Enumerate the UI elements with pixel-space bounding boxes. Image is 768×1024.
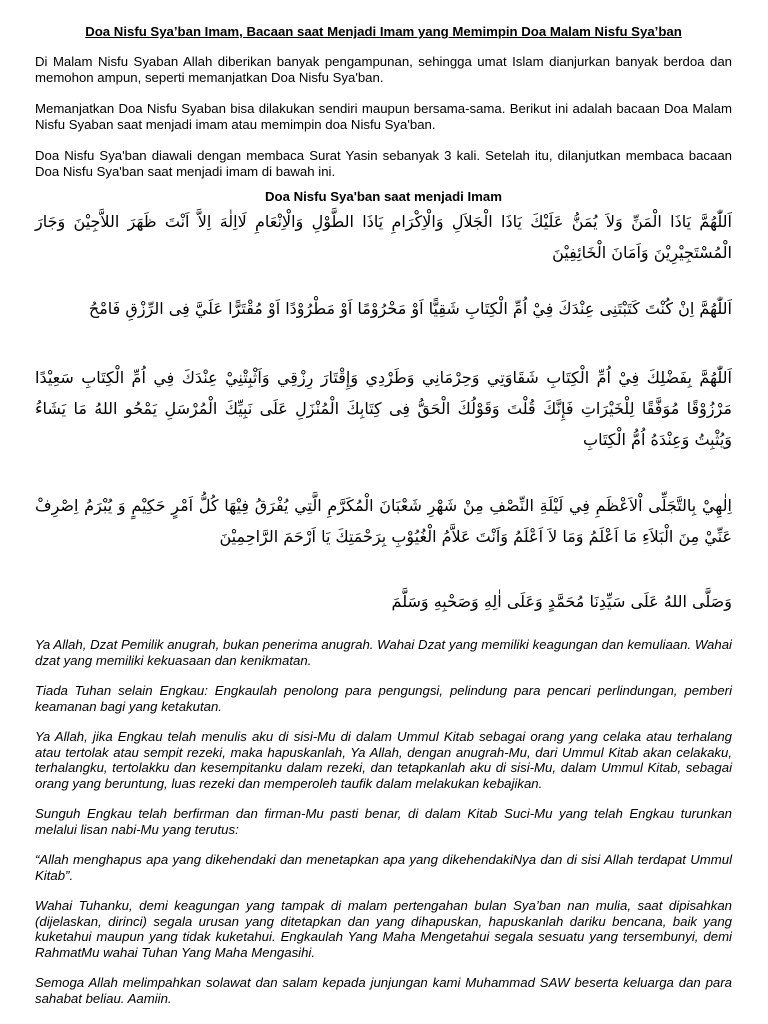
arabic-prayer-5: وَصَلَّى اللهُ عَلَى سَيِّدِنَا مُحَمَّدٍ وَعَلَى اٰلِهِ وَصَحْبِهِ وَسَلَّمَ	[391, 592, 732, 611]
arabic-prayer-4: اِلٰهِيْ بِالتَّجَلِّى اْلاَعْظَمِ فِي لَيْلَةِ النِّصْفِ مِنْ شَهْرِ شَعْبَانَ الْمُكَرَّمِ الَّتِي يُفْرَقُ فِيْهَا كُلُّ اَمْرٍ حَكِيْمٍ وَ يُبْرَمُ اِصْرِفْ عَنِّيْ مِنَ الْبَلاَءِ مَا اَعْلَمُ وَمَا لاَ اَعْلَمُ وَاَنْتَ عَلاَّمُ الْغُيُوْبِ بِرَحْمَتِكَ يَا اَرْحَمَ الرَّاحِمِيْنَ	[35, 496, 732, 546]
document-page	[35, 24, 732, 1021]
translation-paragraph-3: Ya Allah, jika Engkau telah menulis aku di sisi-Mu di dalam Ummul Kitab sebagai orang yang celaka atau terhalang atau tertolak atau sempit rezeki, maka hapuskanlah, Ya Allah, dengan anugrah-Mu, dari Ummul Kitab akan celakaku, terhalangku, tertolakku dan kesempitanku dalam rezeki, dan tetapkanlah aku di sisi-Mu, dalam Ummul Kitab, sebagai orang yang beruntung, luas rezeki dan memperoleh taufik dalam melakukan kebajikan.	[35, 729, 732, 791]
translation-quote: “Allah menghapus apa yang dikehendaki dan menetapkan apa yang dikehendakiNya dan di sisi Allah terdapat Ummul Kitab”.	[35, 852, 732, 883]
intro-paragraph-2: Memanjatkan Doa Nisfu Syaban bisa dilakukan sendiri maupun bersama-sama. Berikut ini adalah bacaan Doa Malam Nisfu Syaban saat menjadi imam atau memimpin doa Nisfu Sya'ban.	[35, 101, 732, 132]
intro-paragraph-1: Di Malam Nisfu Syaban Allah diberikan banyak pengampunan, sehingga umat Islam dianjurkan banyak berdoa dan memohon ampun, seperti memanjatkan Doa Nisfu Sya'ban.	[35, 54, 732, 85]
translation-paragraph-7: Semoga Allah melimpahkan solawat dan salam kepada junjungan kami Muhammad SAW beserta keluarga dan para sahabat beliau. Aamiin.	[35, 975, 732, 1006]
translation-paragraph-2: Tiada Tuhan selain Engkau: Engkaulah penolong para pengungsi, pelindung para pencari perlindungan, pemberi keamanan bagi yang ketakutan.	[35, 683, 732, 714]
translation-paragraph-4: Sunguh Engkau telah berfirman dan firman-Mu pasti benar, di dalam Kitab Suci-Mu yang telah Engkau turunkan melalui lisan nabi-Mu yang terutus:	[35, 806, 732, 837]
translation-paragraph-1: Ya Allah, Dzat Pemilik anugrah, bukan penerima anugrah. Wahai Dzat yang memiliki keagungan dan kemuliaan. Wahai dzat yang memiliki kekuasaan dan kenikmatan.	[35, 637, 732, 668]
arabic-prayer-1: اَللّٰهُمَّ يَاذَا الْمَنِّ وَلاَ يُمَنُّ عَلَيْكَ يَاذَا الْجَلاَلِ وَالْاِكْرَامِ يَاذَا الطَّوْلِ وَالْاِنْعَامِ لَااِلٰهَ اِلاَّ اَنْتَ ظَهَرَ اللاَّجِيْنَ وَجَارَ الْمُسْتَجِيْرِيْنَ وَاَمَانَ الْخَائِفِيْنَ	[35, 212, 732, 262]
arabic-prayer-3: اَللّٰهُمَّ بِفَضْلِكَ فِيْ اُمِّ الْكِتَابِ شَقَاوَتِي وَحِرْمَانِي وَطَرْدِي وَإِقْتَارَ رِزْقِي وَاَثْبِتْنِيْ عِنْدَكَ فِي اُمِّ الْكِتَابِ سَعِيْدًا مَرْزُوْقًا مُوَفَّقًا لِلْخَيْرَاتِ فَإِنَّكَ قُلْتَ وَقَوْلُكَ الْحَقُّ فِى كِتَابِكَ الْمُنْزَلِ عَلَى نَبِيِّكَ الْمُرْسَلِ يَمْحُو اللهُ مَا يَشَاءُ وَيُثْبِتُ وَعِنْدَهُ اُمُّ الْكِتَابِ	[35, 368, 732, 449]
section-heading: Doa Nisfu Sya'ban saat menjadi Imam	[265, 189, 502, 204]
document-title: Doa Nisfu Sya’ban Imam, Bacaan saat Menjadi Imam yang Memimpin Doa Malam Nisfu Sya’ban	[85, 24, 682, 39]
translation-paragraph-6: Wahai Tuhanku, demi keagungan yang tampak di malam pertengahan bulan Sya’ban nan mulia, saat dipisahkan (dijelaskan, dirinci) segala urusan yang ditetapkan dan yang dihapuskan, hapuskanlah dariku bencana, baik yang kuketahui maupun yang tidak kuketahui. Engkaulah Yang Maha Mengetahui segala sesuatu yang tersembunyi, demi RahmatMu wahai Tuhan Yang Maha Mengasihi.	[35, 898, 732, 960]
arabic-prayer-2: اَللّٰهُمَّ اِنْ كُنْتَ كَتَبْتَنِى عِنْدَكَ فِيْ اُمِّ الْكِتَابِ شَقِيًّا اَوْ مَحْرُوْمًا اَوْ مَطْرُوْدًا اَوْ مُقْتَرًّا عَلَيَّ فِى الرِّزْقِ فَامْحُ	[88, 299, 732, 318]
intro-paragraph-3: Doa Nisfu Sya'ban diawali dengan membaca Surat Yasin sebanyak 3 kali. Setelah itu, dilanjutkan membaca bacaan Doa Nisfu Sya'ban saat menjadi imam di bawah ini.	[35, 148, 732, 179]
